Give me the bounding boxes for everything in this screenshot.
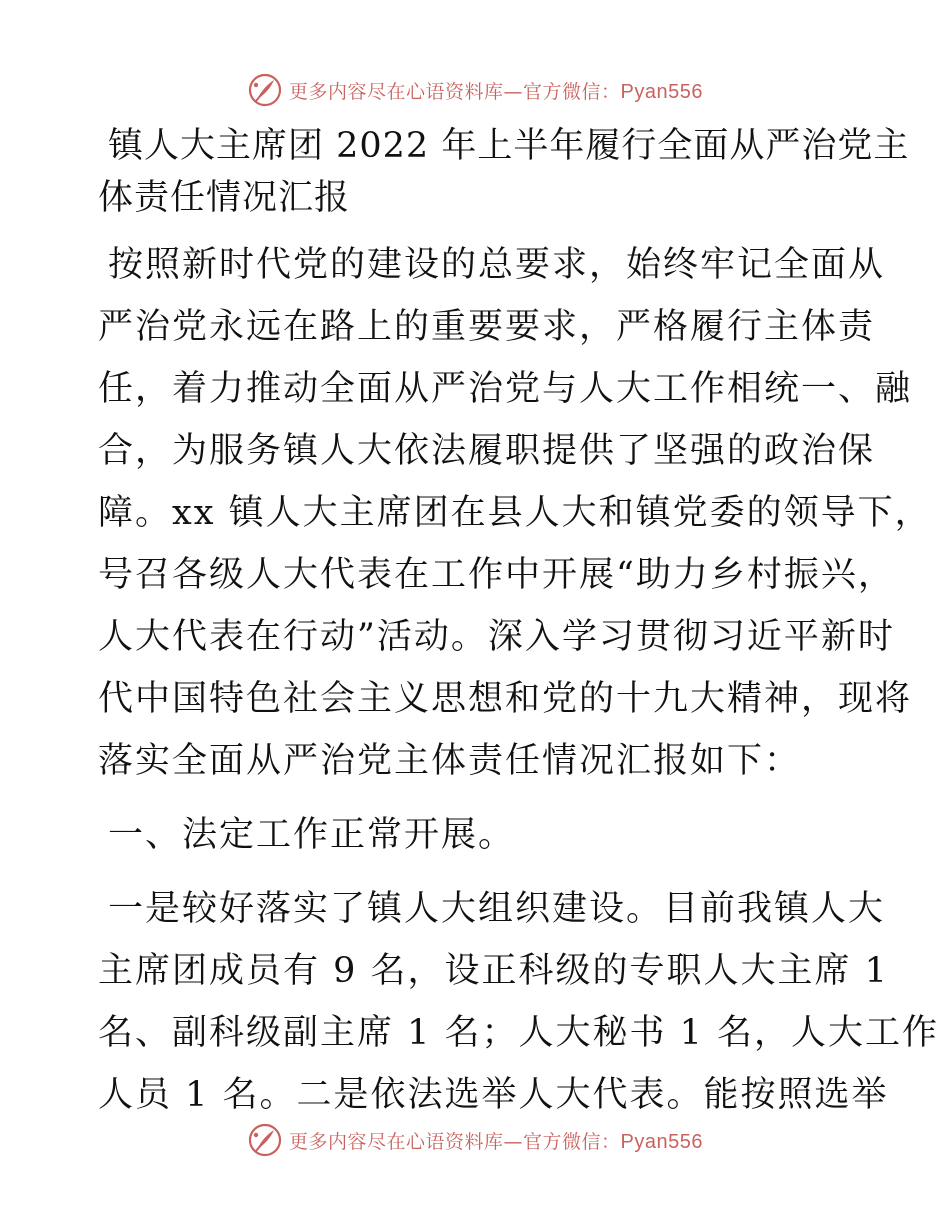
document-body bbox=[98, 120, 940, 1138]
feather-pen-icon bbox=[247, 72, 283, 108]
watermark-wechat-id: Pyan556 bbox=[620, 80, 703, 103]
footer-watermark bbox=[0, 1122, 950, 1158]
header-watermark bbox=[0, 72, 950, 108]
text-line: 人员 1 名。二是依法选举人大代表。能按照选举 bbox=[98, 1075, 889, 1115]
title-line: 镇人大主席团 2022 年上半年履行全面从严治党主 bbox=[108, 126, 910, 166]
text-line: 按照新时代党的建设的总要求，始终牢记全面从 bbox=[108, 245, 886, 285]
text-line: 主席团成员有 9 名，设正科级的专职人大主席 1 bbox=[98, 951, 889, 991]
text-line: 障。xx 镇人大主席团在县人大和镇党委的领导下， bbox=[98, 493, 932, 533]
text-line: 名、副科级副主席 1 名；人大秘书 1 名，人大工作 bbox=[98, 1013, 940, 1053]
title-line: 体责任情况汇报 bbox=[98, 178, 351, 218]
paragraph-organization bbox=[98, 878, 940, 1126]
text-line: 代中国特色社会主义思想和党的十九大精神，现将 bbox=[98, 679, 913, 719]
watermark-wechat-id: Pyan556 bbox=[620, 1130, 703, 1153]
text-line: 任，着力推动全面从严治党与人大工作相统一、融 bbox=[98, 369, 913, 409]
watermark-text: 更多内容尽在心语资料库—官方微信：Pyan556 bbox=[289, 1130, 703, 1153]
text-line: 落实全面从严治党主体责任情况汇报如下： bbox=[98, 741, 802, 781]
feather-pen-icon bbox=[247, 1122, 283, 1158]
document-title bbox=[98, 120, 910, 224]
paragraph-intro bbox=[98, 234, 932, 792]
text-line: 号召各级人大代表在工作中开展“助力乡村振兴， bbox=[98, 555, 895, 595]
section-heading bbox=[98, 804, 858, 866]
text-line: 一、法定工作正常开展。 bbox=[108, 815, 516, 855]
watermark-text: 更多内容尽在心语资料库—官方微信：Pyan556 bbox=[289, 80, 703, 103]
text-line: 一是较好落实了镇人大组织建设。目前我镇人大 bbox=[108, 889, 886, 929]
text-line: 人大代表在行动”活动。深入学习贯彻习近平新时 bbox=[98, 617, 895, 657]
text-line: 严治党永远在路上的重要要求，严格履行主体责 bbox=[98, 307, 876, 347]
text-line: 合，为服务镇人大依法履职提供了坚强的政治保 bbox=[98, 431, 876, 471]
